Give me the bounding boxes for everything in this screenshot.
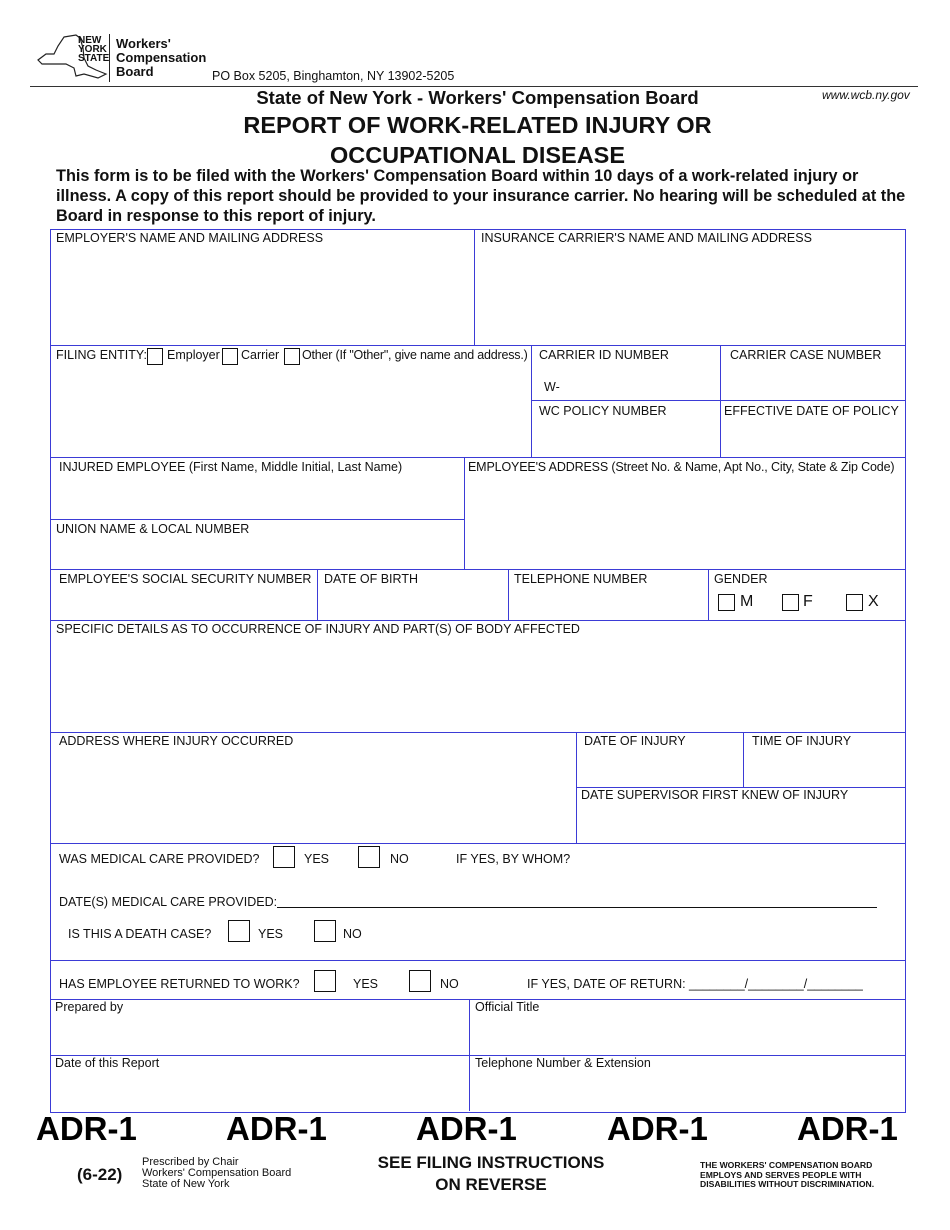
telephone-field[interactable] [510,590,706,618]
gender-x-checkbox[interactable] [846,594,863,611]
injury-address-field[interactable] [52,752,574,841]
injury-details-field[interactable] [52,640,903,730]
time-of-injury-label: TIME OF INJURY [752,734,852,748]
phone-ext-field[interactable] [471,1074,903,1109]
logo-agency-line: Board [116,64,154,79]
by-whom-label: IF YES, BY WHOM? [456,852,571,866]
supervisor-knew-field[interactable] [578,806,903,841]
returned-work-no-label: NO [440,977,459,991]
intro-text: This form is to be filed with the Workers' Compensation Board within 10 days of a work-related injury or illness. A copy of this report should be provided to your insurance carrier. No hearing will be scheduled at the Board in response to this report of injury. [56,167,906,225]
employer-name-label: EMPLOYER'S NAME AND MAILING ADDRESS [56,231,324,245]
form-code: ADR-1 [226,1110,327,1147]
board-title: State of New York - Workers' Compensation Board [256,87,699,108]
logo-agency-line: Compensation [116,50,207,65]
revision-code: (6-22) [77,1165,123,1184]
logo-state-line: YORK [78,44,107,55]
carrier-case-label: CARRIER CASE NUMBER [730,348,882,362]
carrier-id-prefix: W- [544,380,560,394]
instructions-line: ON REVERSE [435,1175,547,1194]
website: www.wcb.ny.gov [822,88,910,102]
by-whom-field[interactable] [572,848,902,868]
death-case-no-label: NO [343,927,362,941]
logo-agency-line: Workers' [116,36,171,51]
official-title-label: Official Title [475,1000,540,1014]
gender-m-label: M [740,593,754,610]
gender-f-checkbox[interactable] [782,594,799,611]
death-case-yes-label: YES [258,927,284,941]
gender-x-label: X [868,593,879,610]
ssn-label: EMPLOYEE'S SOCIAL SECURITY NUMBER [59,572,312,586]
carrier-name-field[interactable] [477,248,903,343]
injury-address-label: ADDRESS WHERE INJURY OCCURRED [59,734,294,748]
form-title [0,110,950,170]
filing-other-label: Other (If "Other", give name and address.) [302,348,528,362]
prepared-by-label: Prepared by [55,1000,124,1014]
date-report-field[interactable] [52,1074,467,1109]
carrier-name-label: INSURANCE CARRIER'S NAME AND MAILING ADDRESS [481,231,812,245]
filing-employer-checkbox[interactable] [147,348,163,365]
telephone-label: TELEPHONE NUMBER [514,572,648,586]
carrier-id-label: CARRIER ID NUMBER [539,348,669,362]
effective-date-label: EFFECTIVE DATE OF POLICY [724,404,899,418]
injured-employee-label: INJURED EMPLOYEE (First Name, Middle Initial, Last Name) [59,460,403,474]
effective-date-field[interactable] [722,421,903,455]
death-case-label: IS THIS A DEATH CASE? [68,927,212,941]
eeo-line: EMPLOYS AND SERVES PEOPLE WITH [700,1169,862,1180]
returned-work-yes-label: YES [353,977,379,991]
phone-ext-label: Telephone Number & Extension [475,1056,651,1070]
death-case-no-checkbox[interactable] [314,920,336,942]
logo-state-line: NEW [78,35,102,46]
dob-field[interactable] [319,590,506,618]
filing-other-checkbox[interactable] [284,348,300,365]
prescribed-note [142,1157,291,1190]
employer-name-field[interactable] [52,248,472,343]
form-code: ADR-1 [607,1110,708,1147]
employee-address-field[interactable] [466,478,903,567]
injured-employee-field[interactable] [52,478,462,517]
eeo-statement [700,1161,874,1190]
filing-carrier-label: Carrier [241,348,280,362]
medical-care-yes-label: YES [304,852,330,866]
returned-work-no-checkbox[interactable] [409,970,431,992]
carrier-case-field[interactable] [722,366,903,398]
injury-details-label: SPECIFIC DETAILS AS TO OCCURRENCE OF INJURY AND PART(S) OF BODY AFFECTED [56,622,580,636]
ssn-field[interactable] [52,590,315,618]
time-of-injury-field[interactable] [745,752,903,785]
date-of-injury-field[interactable] [578,752,741,785]
supervisor-knew-label: DATE SUPERVISOR FIRST KNEW OF INJURY [581,788,849,802]
medical-care-yes-checkbox[interactable] [273,846,295,868]
union-label: UNION NAME & LOCAL NUMBER [56,522,250,536]
date-of-return-label: IF YES, DATE OF RETURN: ________/________/________ [527,977,863,991]
logo [36,34,216,84]
death-case-yes-checkbox[interactable] [228,920,250,942]
wc-policy-label: WC POLICY NUMBER [539,404,667,418]
filing-other-field[interactable] [52,368,529,455]
form-title-line: OCCUPATIONAL DISEASE [329,142,626,168]
date-of-injury-label: DATE OF INJURY [584,734,686,748]
carrier-id-field[interactable] [560,370,718,398]
prescribed-line: Prescribed by Chair [142,1156,239,1168]
gender-f-label: F [803,593,813,610]
instructions-line: SEE FILING INSTRUCTIONS [377,1153,605,1172]
medical-dates-field[interactable] [277,893,877,908]
prepared-by-field[interactable] [52,1018,467,1053]
form-code: ADR-1 [36,1110,137,1147]
wc-policy-field[interactable] [533,421,718,455]
form-code: ADR-1 [797,1110,898,1147]
form-title-line: REPORT OF WORK-RELATED INJURY OR [243,112,712,138]
returned-work-label: HAS EMPLOYEE RETURNED TO WORK? [59,977,300,991]
medical-care-no-checkbox[interactable] [358,846,380,868]
board-address: PO Box 5205, Binghamton, NY 13902-5205 [212,69,455,83]
dob-label: DATE OF BIRTH [324,572,418,586]
official-title-field[interactable] [471,1018,903,1053]
gender-m-checkbox[interactable] [718,594,735,611]
gender-label: GENDER [714,572,768,586]
filing-employer-label: Employer [167,348,220,362]
prescribed-line: State of New York [142,1178,230,1190]
eeo-line: DISABILITIES WITHOUT DISCRIMINATION. [700,1179,875,1189]
eeo-line: THE WORKERS' COMPENSATION BOARD [700,1160,873,1170]
employee-address-label: EMPLOYEE'S ADDRESS (Street No. & Name, Apt No., City, State & Zip Code) [468,460,895,474]
medical-care-label: WAS MEDICAL CARE PROVIDED? [59,852,260,866]
filing-carrier-checkbox[interactable] [222,348,238,365]
logo-state-line: STATE [78,53,110,64]
filing-entity-label: FILING ENTITY: [56,348,147,362]
medical-dates-label: DATE(S) MEDICAL CARE PROVIDED: [59,895,278,909]
date-report-label: Date of this Report [55,1056,160,1070]
medical-care-no-label: NO [390,852,409,866]
returned-work-yes-checkbox[interactable] [314,970,336,992]
union-field[interactable] [52,540,462,567]
filing-instructions [356,1152,626,1196]
form-code: ADR-1 [416,1110,517,1147]
prescribed-line: Workers' Compensation Board [142,1167,292,1179]
